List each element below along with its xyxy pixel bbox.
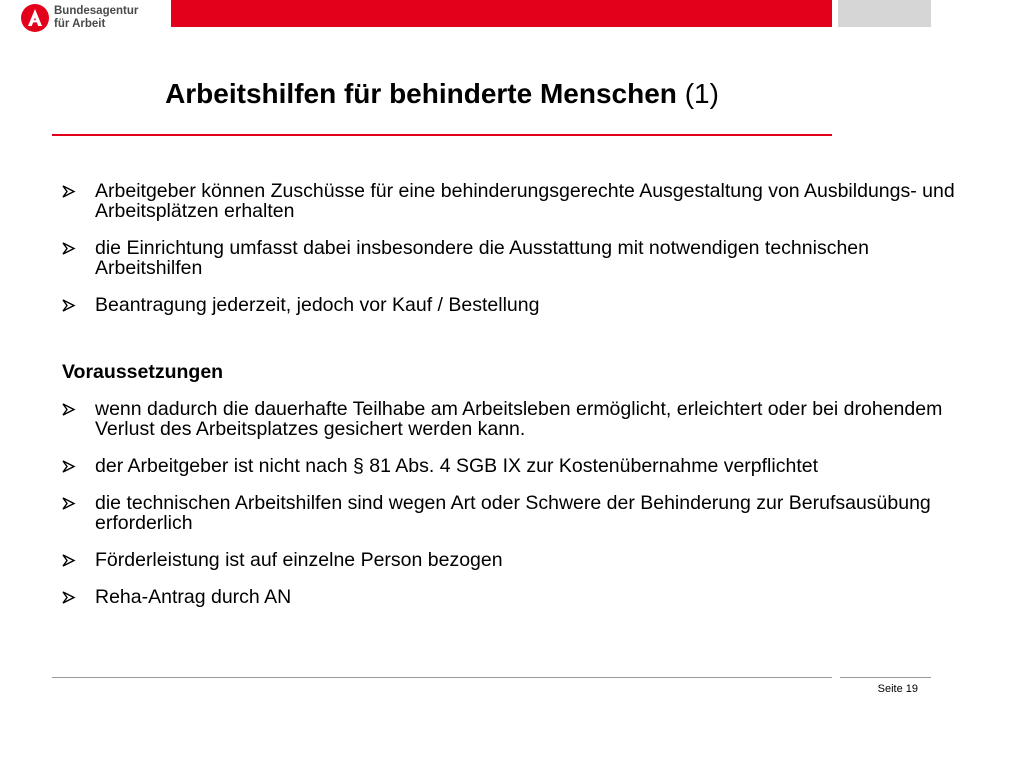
list-item (62, 493, 972, 533)
ba-logo-icon (20, 3, 50, 33)
list-item-text: die Einrichtung umfasst dabei insbesondere die Ausstattung mit notwendigen technischen Arbeitshilfen (95, 237, 869, 279)
slide-title (52, 78, 832, 110)
footer-divider-short (840, 677, 931, 678)
arrow-bullet-icon (62, 493, 84, 510)
section-heading: Voraussetzungen (62, 361, 224, 383)
list-item-text: die technischen Arbeitshilfen sind wegen Art oder Schwere der Behinderung zur Berufsausübung erforderlich (95, 492, 931, 534)
list-item (62, 550, 972, 570)
list-item (62, 295, 972, 315)
header-red-bar (171, 0, 832, 27)
arrow-bullet-icon (62, 456, 84, 473)
list-item-text: Beantragung jederzeit, jedoch vor Kauf / Bestellung (95, 294, 540, 316)
arrow-bullet-icon (62, 550, 84, 567)
arrow-bullet-icon (62, 399, 84, 416)
list-item-text: Förderleistung ist auf einzelne Person bezogen (95, 549, 503, 571)
arrow-bullet-icon (62, 238, 84, 255)
slide-body (62, 181, 972, 624)
arrow-bullet-icon (62, 587, 84, 604)
page-number: Seite 19 (877, 683, 918, 695)
logo-wordmark (54, 5, 138, 31)
arrow-bullet-icon (62, 295, 84, 312)
slide-title-text: Arbeitshilfen für behinderte Menschen (165, 78, 677, 109)
list-item-text: der Arbeitgeber ist nicht nach § 81 Abs. 4 SGB IX zur Kostenübernahme verpflichtet (95, 455, 818, 477)
arrow-bullet-icon (62, 181, 84, 198)
slide-title-suffix: (1) (684, 78, 719, 109)
list-item-text: wenn dadurch die dauerhafte Teilhabe am Arbeitsleben ermöglicht, erleichtert oder bei drohendem Verlust des Arbeitsplatzes gesichert werden kann. (95, 398, 943, 440)
list-item (62, 456, 972, 476)
logo-line-1: Bundesagentur (54, 5, 139, 17)
list-item (62, 181, 972, 221)
list-item (62, 238, 972, 278)
title-underline (52, 134, 832, 136)
logo-line-2: für Arbeit (54, 18, 106, 30)
ba-logo (20, 3, 160, 35)
list-item (62, 587, 972, 607)
header-grey-bar (838, 0, 931, 27)
list-item-text: Arbeitgeber können Zuschüsse für eine behinderungsgerechte Ausgestaltung von Ausbildungs- und Arbeitsplätzen erhalten (95, 180, 955, 222)
footer-divider (52, 677, 832, 678)
list-item (62, 399, 972, 439)
list-item-text: Reha-Antrag durch AN (95, 586, 292, 608)
